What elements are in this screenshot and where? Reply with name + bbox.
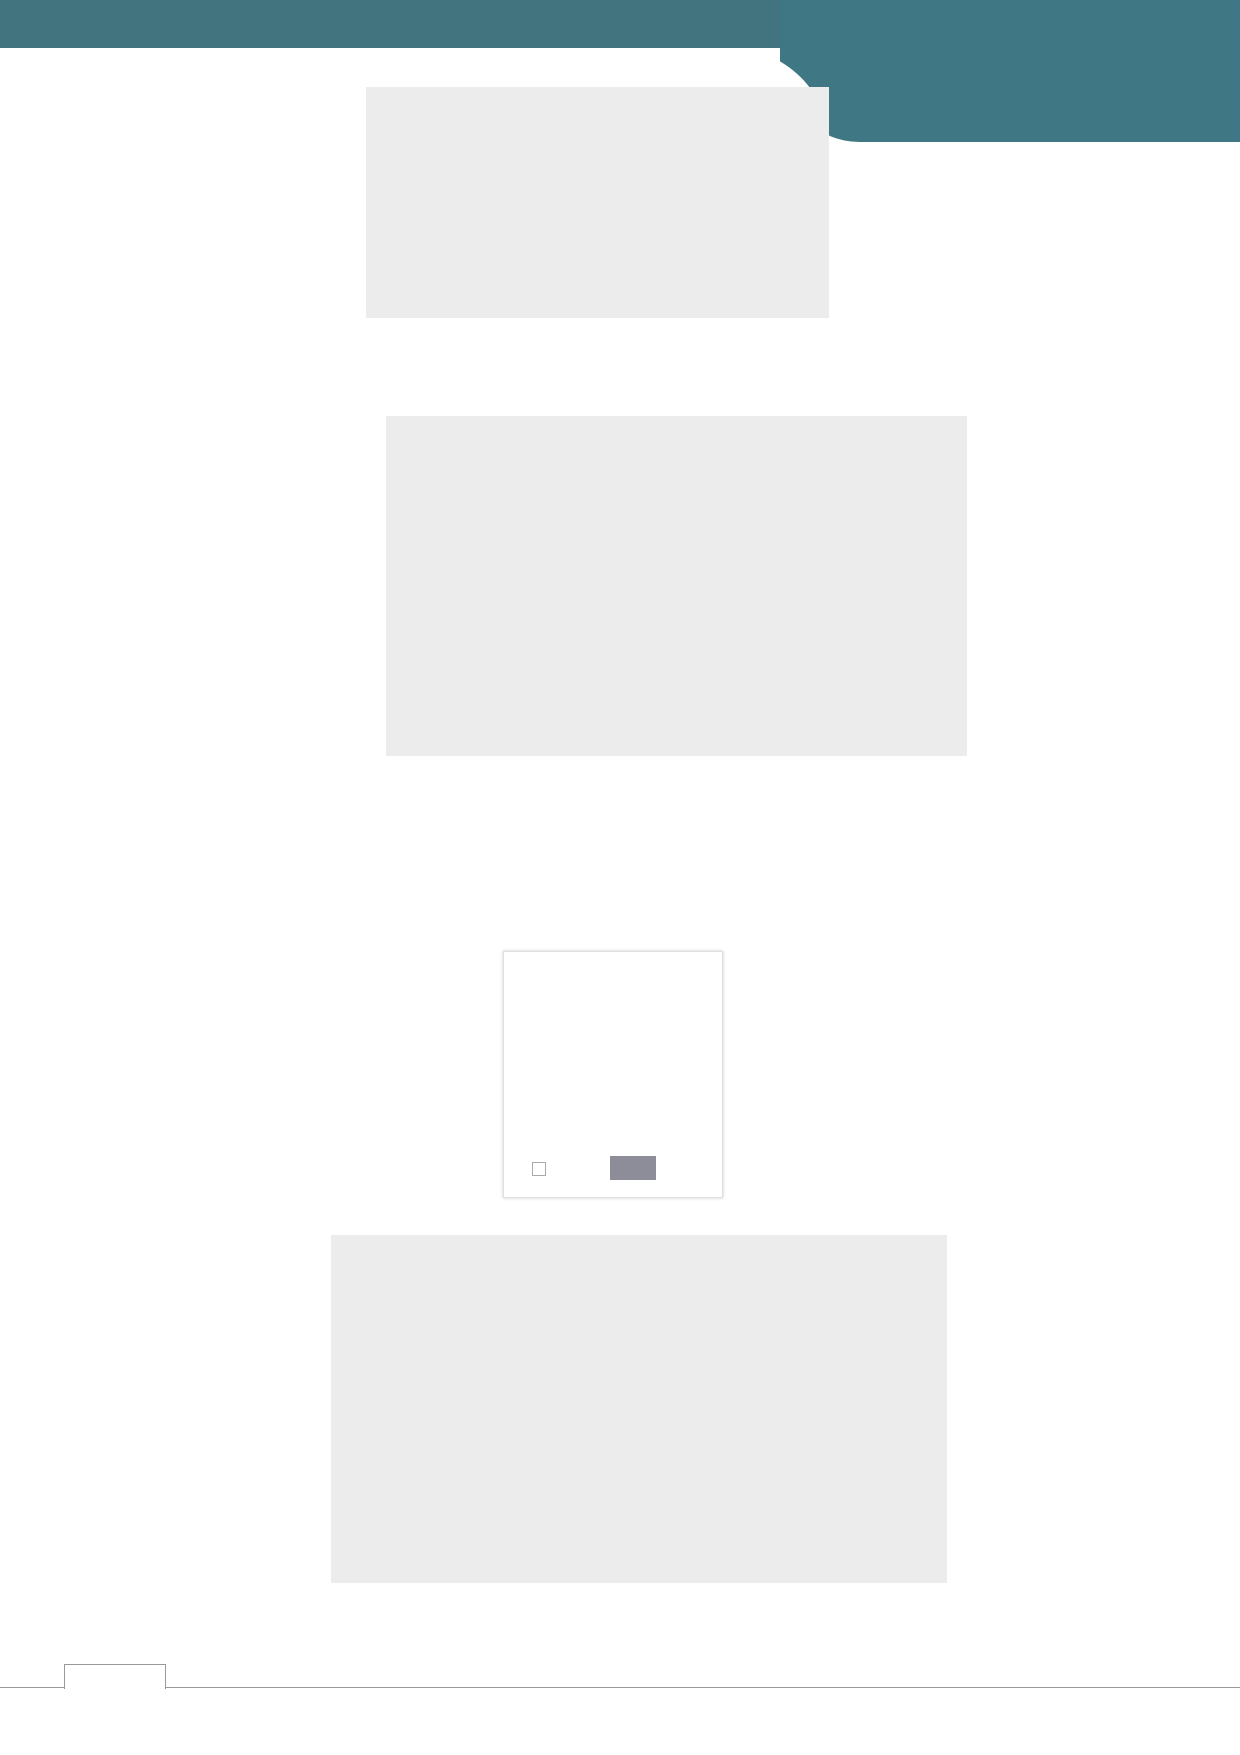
f25-base-value[interactable] — [610, 1156, 656, 1180]
figure-26-screenshot — [331, 1235, 947, 1583]
footer-rule — [0, 1687, 1240, 1688]
figure-24-screenshot — [386, 416, 967, 756]
f25-base-checkbox[interactable] — [532, 1162, 546, 1176]
header-tab — [780, 0, 1240, 142]
page-number-box — [64, 1664, 166, 1689]
figure-23-screenshot — [366, 87, 829, 318]
figure-25-table — [503, 951, 723, 1198]
